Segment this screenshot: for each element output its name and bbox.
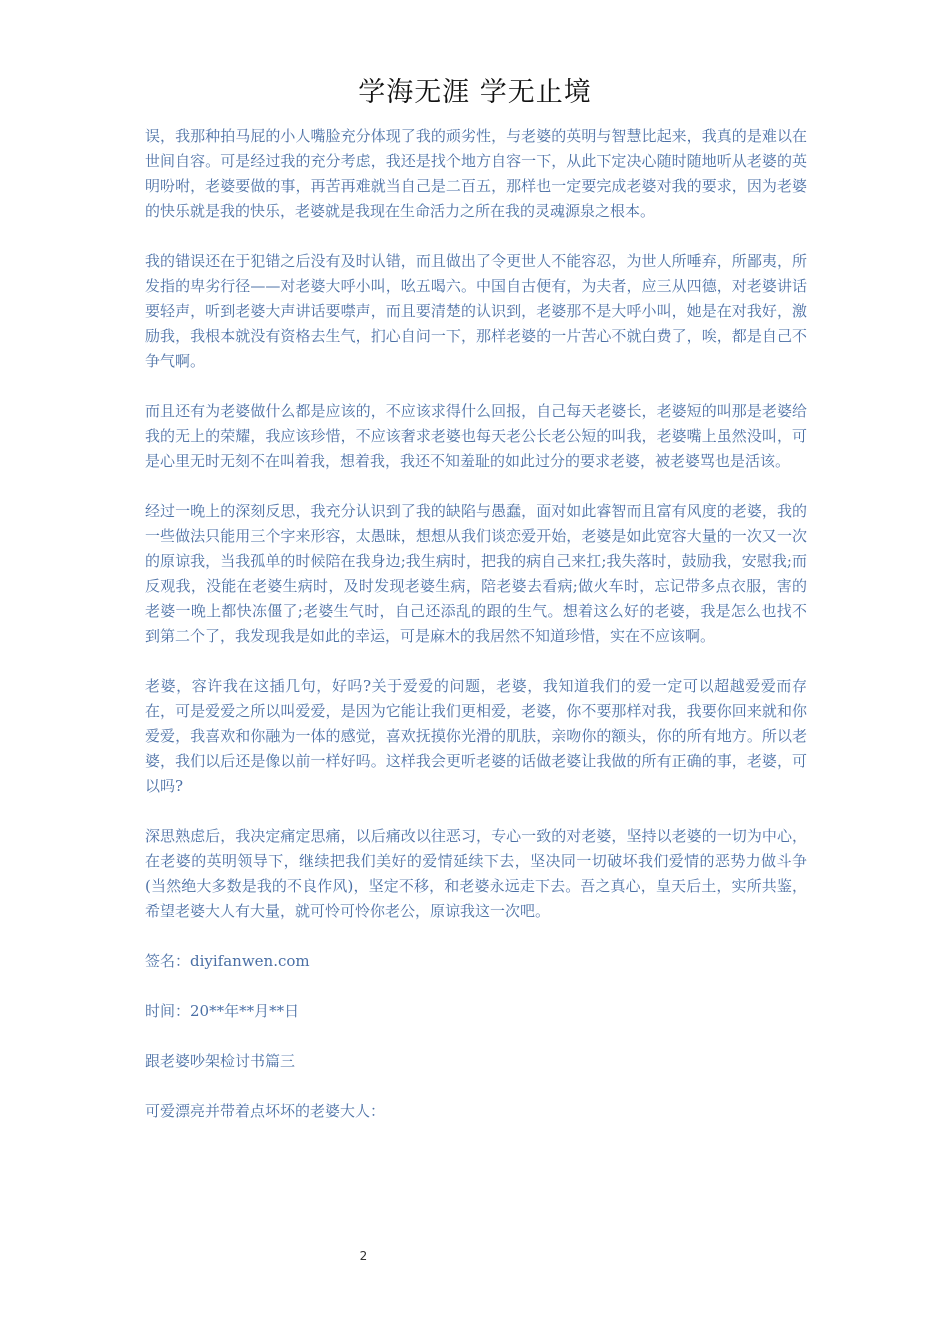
paragraph: 老婆，容许我在这插几句，好吗?关于爱爱的问题，老婆，我知道我们的爱一定可以超越爱爱而存在，可是爱爱之所以叫爱爱，是因为它能让我们更相爱，老婆，你不要那样对我，我要你回来就和你爱爱，我喜欢和你融为一体的感觉，喜欢抚摸你光滑的肌肤，亲吻你的额头，你的所有地方。所以老婆，我们以后还是像以前一样好吗。这样我会更听老婆的话做老婆让我做的所有正确的事，老婆，可以吗? [145, 677, 807, 795]
paragraph: 经过一晚上的深刻反思，我充分认识到了我的缺陷与愚蠢，面对如此睿智而且富有风度的老婆，我的一些做法只能用三个字来形容，太愚昧，想想从我们谈恋爱开始，老婆是如此宽容大量的一次又一次的原谅我，当我孤单的时候陪在我身边;我生病时，把我的病自己来扛;我失落时，鼓励我，安慰我;而反观我，没能在老婆生病时，及时发现老婆生病，陪老婆去看病;做火车时，忘记带多点衣服，害的老婆一晚上都快冻僵了;老婆生气时，自己还添乱的跟的生气。想着这么好的老婆，我是怎么也找不到第二个了，我发现我是如此的幸运，可是麻木的我居然不知道珍惜，实在不应该啊。 [145, 502, 807, 645]
date-line: 时间：20**年**月**日 [145, 1002, 300, 1020]
page-number: 2 [359, 1249, 368, 1263]
paragraph: 我的错误还在于犯错之后没有及时认错，而且做出了令更世人不能容忍，为世人所唾弃，所鄙夷，所发指的卑劣行径——对老婆大呼小叫，吆五喝六。中国自古便有，为夫者，应三从四德，对老婆讲话要轻声，听到老婆大声讲话要噤声，而且要清楚的认识到，老婆那不是大呼小叫，她是在对我好，激励我，我根本就没有资格去生气，扪心自问一下，那样老婆的一片苦心不就白费了，唉，都是自己不争气啊。 [145, 252, 807, 370]
paragraph: 而且还有为老婆做什么都是应该的，不应该求得什么回报，自己每天老婆长，老婆短的叫那是老婆给我的无上的荣耀，我应该珍惜，不应该奢求老婆也每天老公长老公短的叫我，老婆嘴上虽然没叫，可是心里无时无刻不在叫着我，想着我，我还不知羞耻的如此过分的要求老婆，被老婆骂也是活该。 [145, 402, 807, 470]
header-title: 学海无涯 学无止境 [358, 77, 592, 108]
salutation: 可爱漂亮并带着点坏坏的老婆大人： [145, 1102, 386, 1120]
paragraph: 深思熟虑后，我决定痛定思痛，以后痛改以往恶习，专心一致的对老婆，坚持以老婆的一切为中心，在老婆的英明领导下，继续把我们美好的爱情延续下去，坚决同一切破坏我们爱情的恶势力做斗争(当然绝大多数是我的不良作风)，坚定不移，和老婆永远走下去。吾之真心，皇天后土，实所共鉴，希望老婆大人有大量，就可怜可怜你老公，原谅我这一次吧。 [145, 827, 807, 920]
signature-line: 签名：diyifanwen.com [145, 952, 310, 970]
section-title: 跟老婆吵架检讨书篇三 [145, 1052, 296, 1070]
paragraph: 误，我那种拍马屁的小人嘴脸充分体现了我的顽劣性，与老婆的英明与智慧比起来，我真的是难以在世间自容。可是经过我的充分考虑，我还是找个地方自容一下，从此下定决心随时随地听从老婆的英明吩咐，老婆要做的事，再苦再难就当自己是二百五，那样也一定要完成老婆对我的要求，因为老婆的快乐就是我的快乐，老婆就是我现在生命活力之所在我的灵魂源泉之根本。 [145, 127, 807, 220]
document-body [145, 124, 807, 1149]
